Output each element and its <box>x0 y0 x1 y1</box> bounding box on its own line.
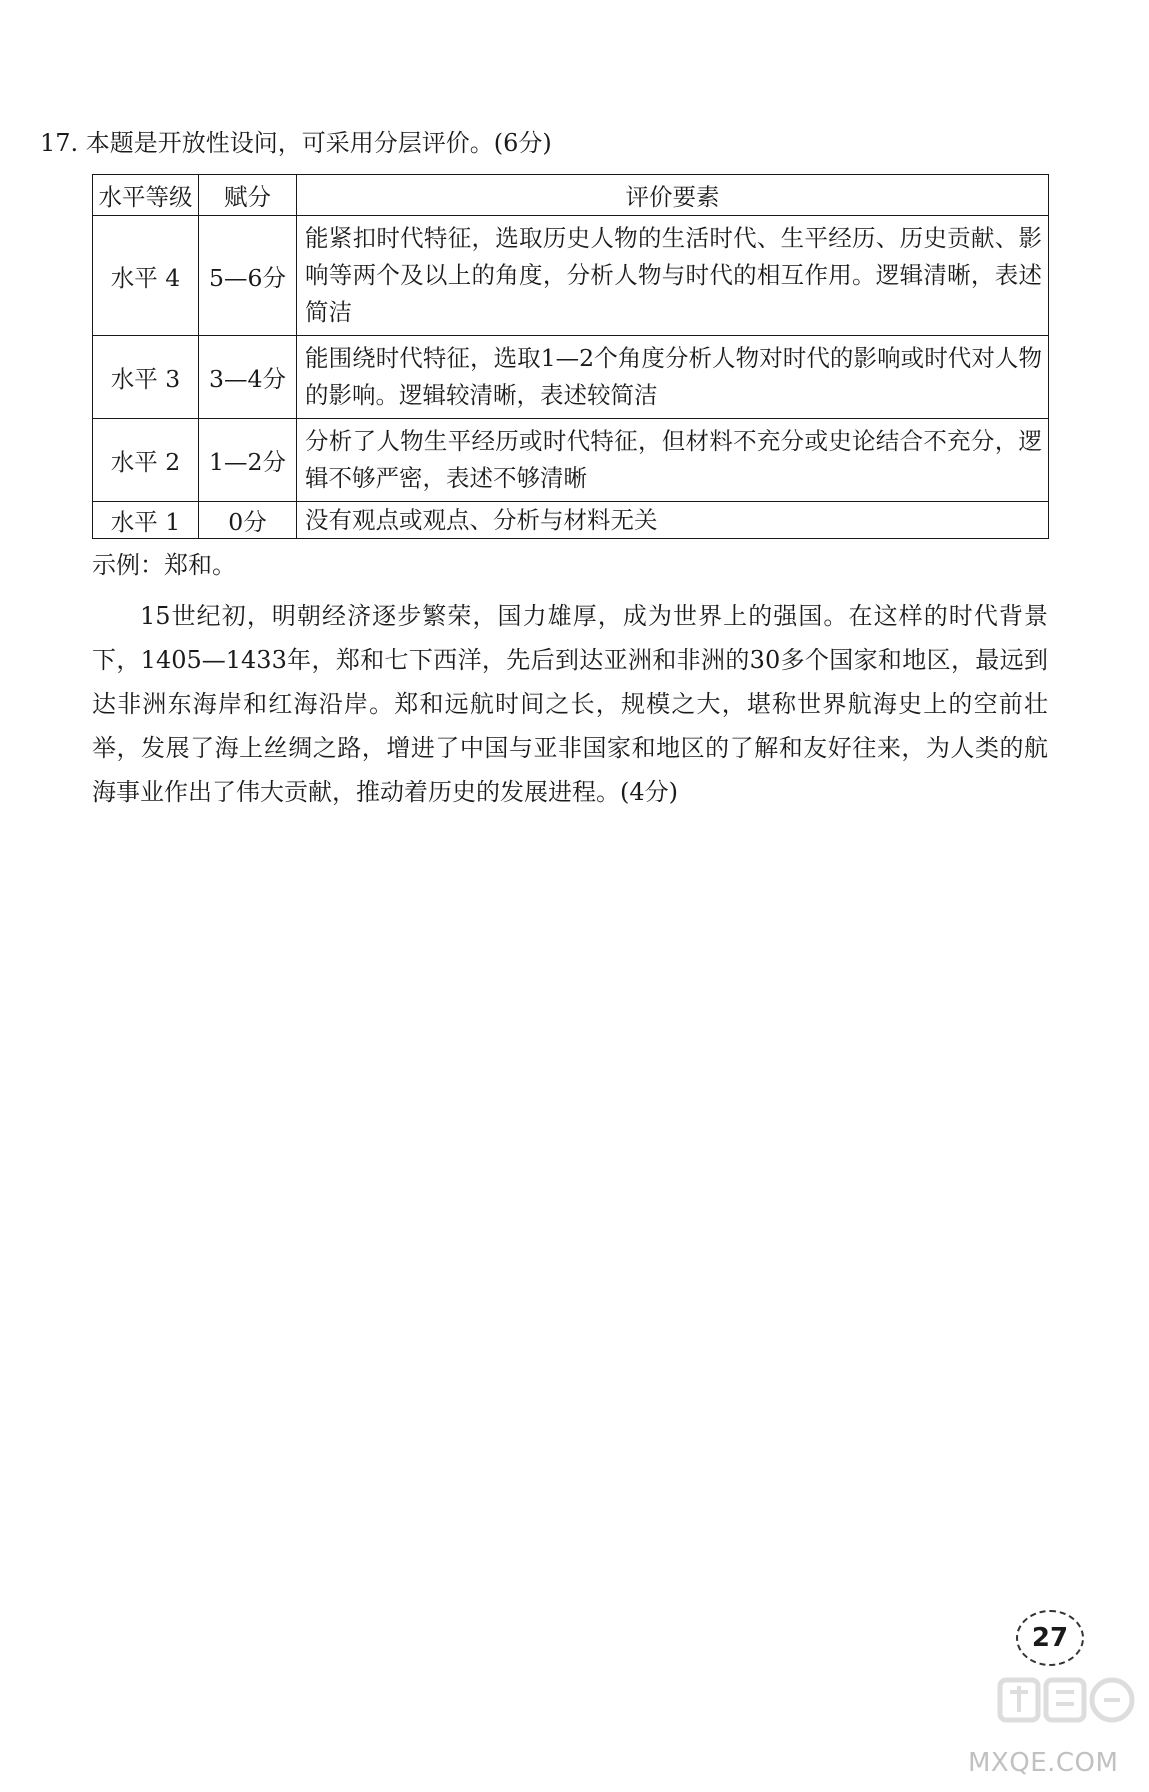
header-level: 水平等级 <box>93 175 199 216</box>
level-cell: 水平 4 <box>93 216 199 336</box>
criteria-cell: 能围绕时代特征，选取1—2个角度分析人物对时代的影响或时代对人物的影响。逻辑较清晰，表述较简洁 <box>297 336 1049 419</box>
rubric-header-row <box>93 175 1049 216</box>
header-criteria: 评价要素 <box>297 175 1049 216</box>
score-cell: 5—6分 <box>199 216 297 336</box>
criteria-cell: 分析了人物生平经历或时代特征，但材料不充分或史论结合不充分，逻辑不够严密，表述不够清晰 <box>297 419 1049 502</box>
header-score: 赋分 <box>199 175 297 216</box>
score-cell: 3—4分 <box>199 336 297 419</box>
example-body: 15世纪初，明朝经济逐步繁荣，国力雄厚，成为世界上的强国。在这样的时代背景下，1405—1433年，郑和七下西洋，先后到达亚洲和非洲的30多个国家和地区，最远到达非洲东海岸和红海沿岸。郑和远航时间之长，规模之大，堪称世界航海史上的空前壮举，发展了海上丝绸之路，增进了中国与亚非国家和地区的了解和友好往来，为人类的航海事业作出了伟大贡献，推动着历史的发展进程。(4分) <box>92 602 1048 806</box>
watermark-url: MXQE.COM <box>968 1748 1119 1778</box>
criteria-cell: 能紧扣时代特征，选取历史人物的生活时代、生平经历、历史贡献、影响等两个及以上的角度，分析人物与时代的相互作用。逻辑清晰，表述简洁 <box>297 216 1049 336</box>
question-heading: 17. 本题是开放性设问，可采用分层评价。(6分) <box>40 129 552 157</box>
rubric-row-level-3 <box>93 336 1049 419</box>
watermark-logo-icon <box>990 1640 1140 1760</box>
level-cell: 水平 1 <box>93 502 199 539</box>
rubric-row-level-1 <box>93 502 1049 539</box>
level-cell: 水平 3 <box>93 336 199 419</box>
criteria-cell: 没有观点或观点、分析与材料无关 <box>297 502 1049 539</box>
rubric-row-level-4 <box>93 216 1049 336</box>
score-cell: 1—2分 <box>199 419 297 502</box>
rubric-table <box>92 174 1049 539</box>
rubric-row-level-2 <box>93 419 1049 502</box>
example-label: 示例：郑和。 <box>92 551 236 579</box>
level-cell: 水平 2 <box>93 419 199 502</box>
page-number: 27 <box>1016 1610 1084 1666</box>
score-cell: 0分 <box>199 502 297 539</box>
